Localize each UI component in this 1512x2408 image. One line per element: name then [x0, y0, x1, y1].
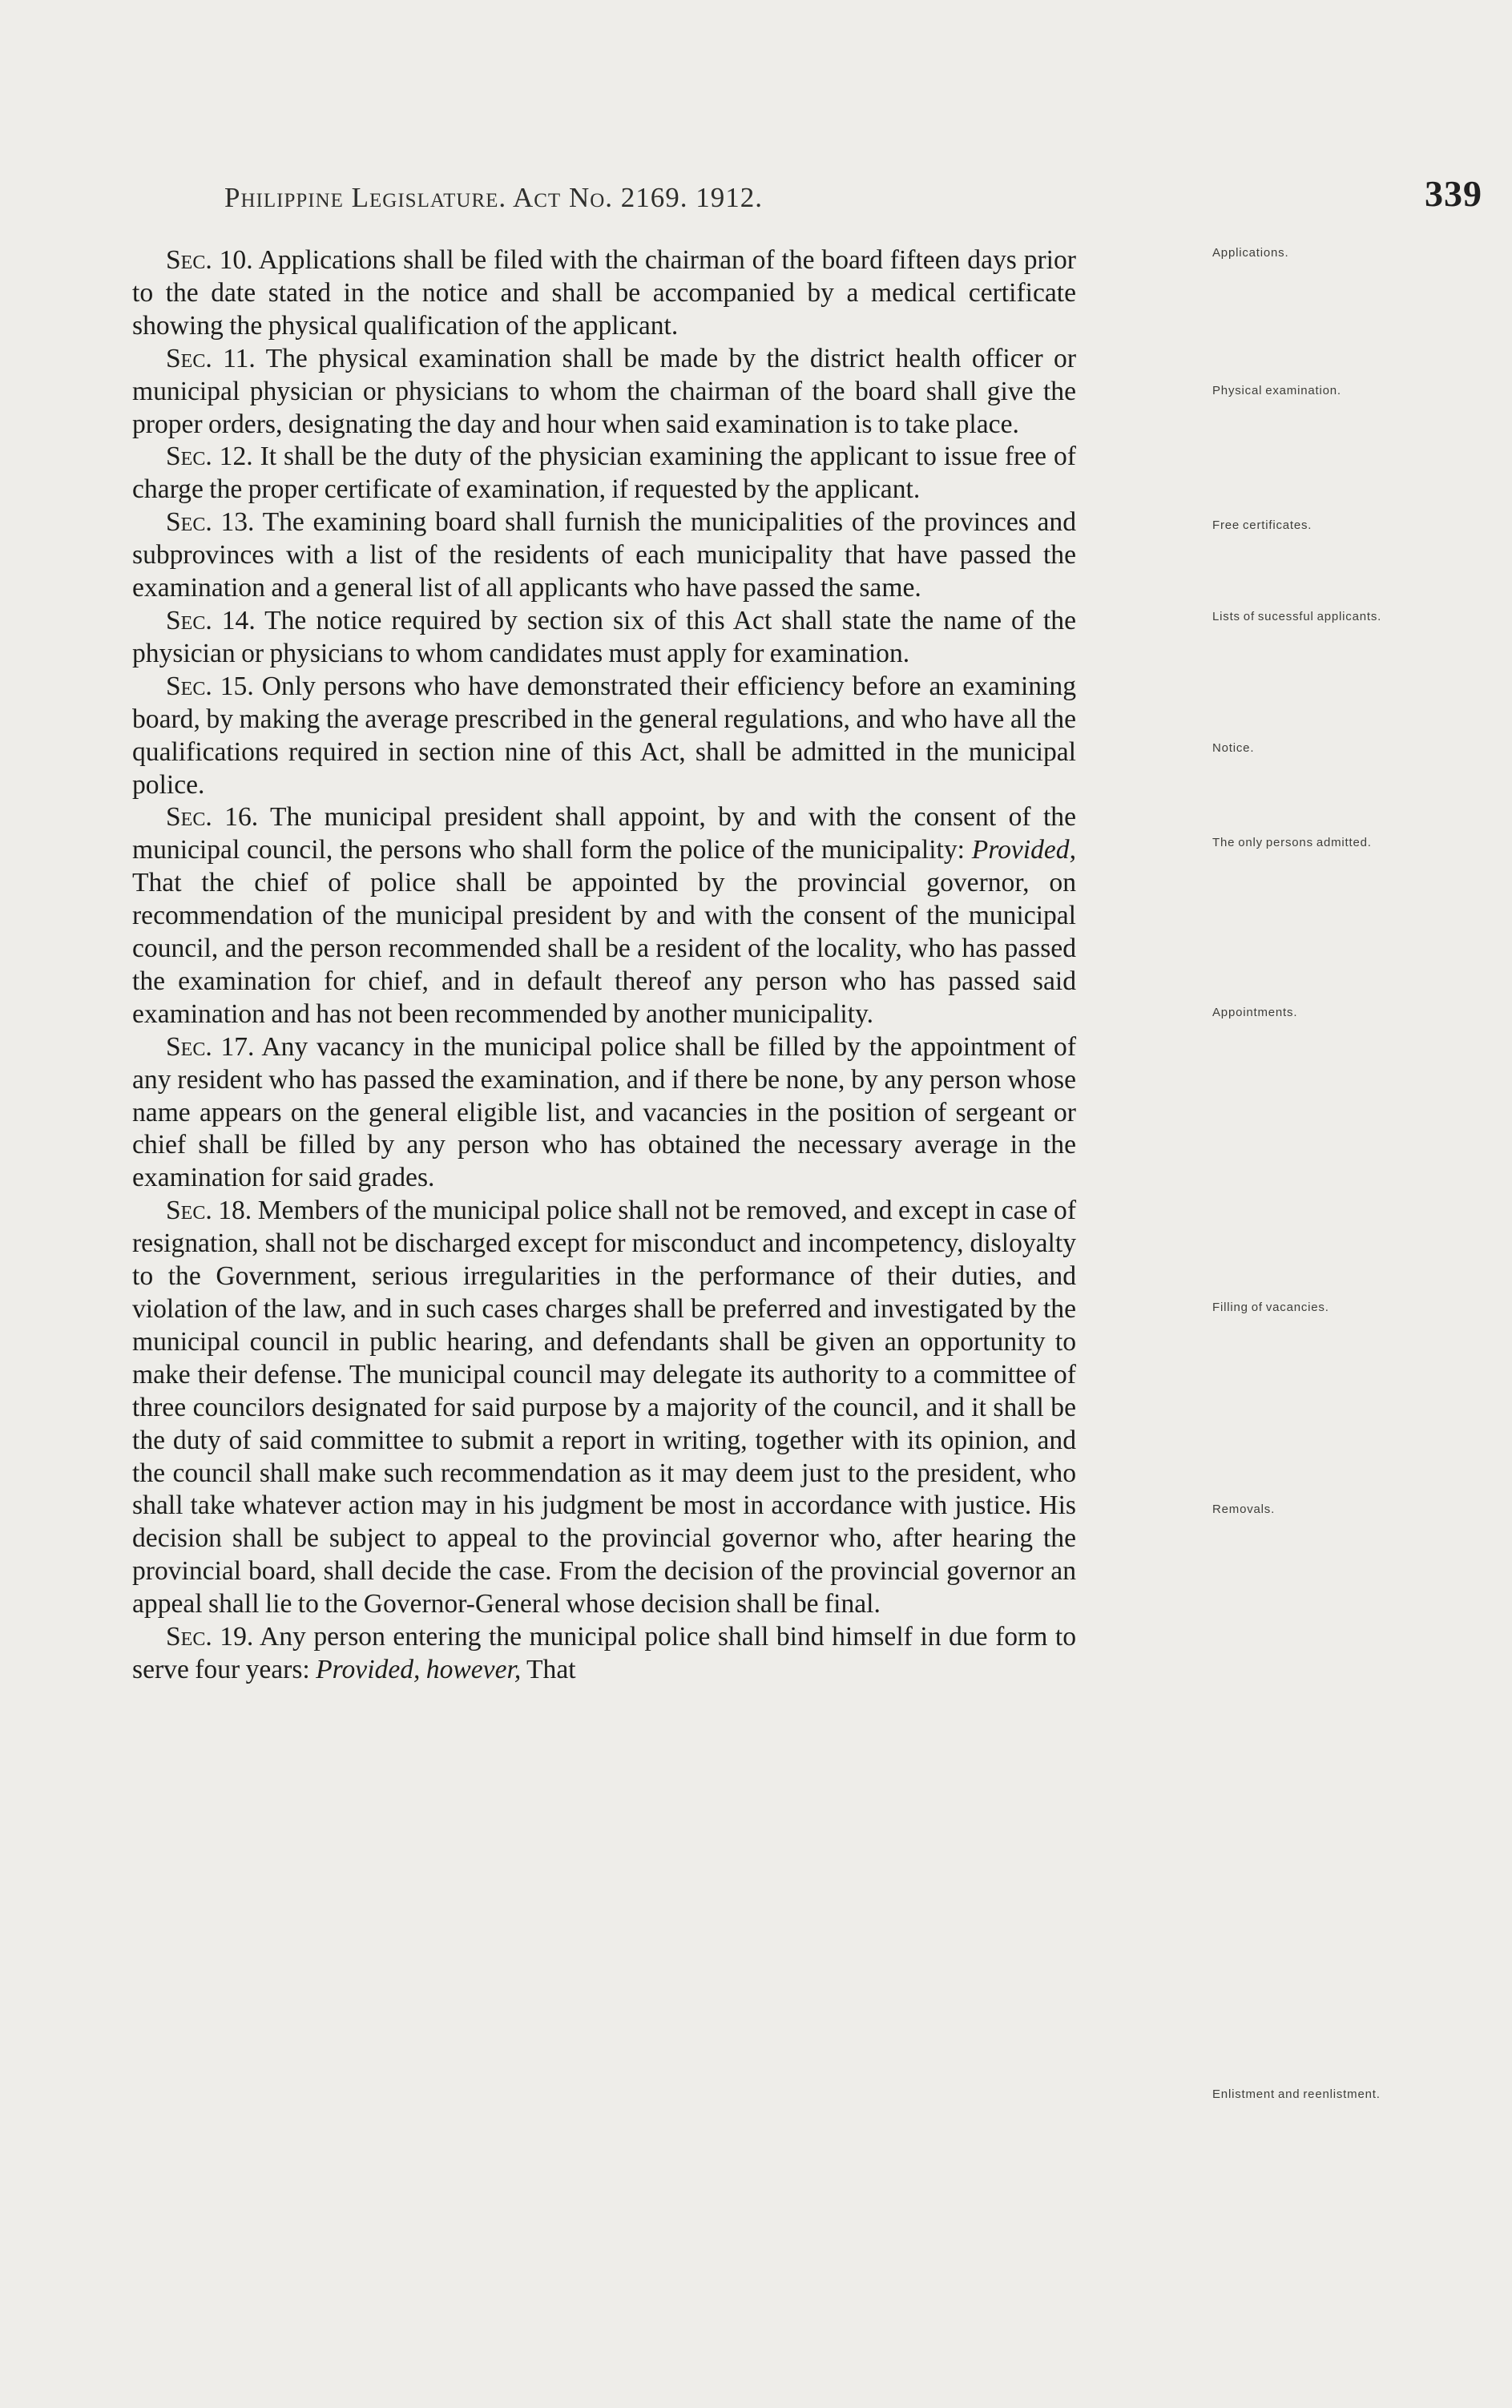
- margin-note: Free certificates.: [1212, 518, 1312, 532]
- margin-note: The only persons admitted.: [1212, 836, 1372, 849]
- section-11: [132, 343, 1076, 442]
- section-text: The examining board shall furnish the municipalities of the provinces and subprovinces with a list of the residents of each municipality that have passed the examination and a general list of all applicants who have passed the same.: [132, 507, 1076, 603]
- section-label: Sec. 11.: [166, 343, 256, 373]
- proviso-italic: Provided, however,: [316, 1654, 522, 1684]
- section-text: Only persons who have demonstrated their efficiency before an examining board, by making the average prescribed in the general regulations, and who have all the qualifications required in section nine of this Act, shall be admitted in the municipal police.: [132, 671, 1076, 800]
- section-label: Sec. 18.: [166, 1196, 252, 1226]
- section-10: [132, 244, 1076, 343]
- section-text: That: [526, 1654, 576, 1684]
- section-label: Sec. 17.: [166, 1031, 255, 1062]
- margin-note: Physical examination.: [1212, 384, 1341, 397]
- margin-note: Appointments.: [1212, 1006, 1298, 1019]
- section-label: Sec. 13.: [166, 507, 255, 538]
- section-16: [132, 801, 1076, 1031]
- page-number: 339: [1425, 173, 1482, 214]
- section-label: Sec. 19.: [166, 1622, 254, 1652]
- running-title: Philippine Legislature. Act No. 2169. 1912.: [224, 182, 764, 213]
- section-label: Sec. 14.: [166, 605, 256, 635]
- section-14: [132, 605, 1076, 671]
- section-18: [132, 1195, 1076, 1621]
- section-17: [132, 1031, 1076, 1196]
- proviso-italic: Provided,: [971, 835, 1076, 865]
- margin-note: Enlistment and reenlistment.: [1212, 2087, 1381, 2101]
- section-label: Sec. 16.: [166, 802, 259, 833]
- section-text: That the chief of police shall be appointed by the provincial governor, on recommendation of the municipal president by and with the consent of the municipal council, and the person recommended shall be a resident of the locality, who has passed the examination for chief, and in default thereof any person who has passed said examination and has not been recommended by another municipality.: [132, 868, 1076, 1029]
- section-13: [132, 506, 1076, 605]
- margin-note: Applications.: [1212, 246, 1289, 260]
- section-text: It shall be the duty of the physician examining the applicant to issue free of charge the proper certificate of examination, if requested by the applicant.: [132, 442, 1076, 505]
- margin-note: Filling of vacancies.: [1212, 1301, 1329, 1314]
- section-text: Any person entering the municipal police shall bind himself in due form to serve four years:: [132, 1622, 1077, 1684]
- section-15: [132, 671, 1076, 802]
- section-label: Sec. 15.: [166, 671, 254, 701]
- section-label: Sec. 12.: [166, 442, 253, 472]
- section-text: Any vacancy in the municipal police shall be filled by the appointment of any resident who has passed the examination, and if there be none, by any person whose name appears on the general eligible list, and vacancies in the position of sergeant or chief shall be filled by any person who has obtained the necessary average in the examination for said grades.: [132, 1031, 1077, 1193]
- body-text: [132, 244, 1382, 2101]
- section-12: [132, 441, 1076, 506]
- section-text: Members of the municipal police shall not be removed, and except in case of resignation, shall not be discharged except for misconduct and incompetency, disloyalty to the Government, serious irregularities in the performance of their duties, and violation of the law, and in such cases charges shall be preferred and investigated by the municipal council in public hearing, and defendants shall be given an opportunity to make their defense. The municipal council may delegate its authority to a committee of three councilors designated for said purpose by a majority of the council, and it shall be the duty of said committee to submit a report in writing, together with its opinion, and the council shall make such recommendation as it may deem just to the president, who shall take whatever action may in his judgment be most in accordance with justice. His decision shall be subject to appeal to the provincial governor who, after hearing the provincial board, shall decide the case. From the decision of the provincial governor an appeal shall lie to the Governor-General whose decision shall be final.: [132, 1196, 1076, 1619]
- section-19: [132, 1621, 1076, 1687]
- margin-note: Lists of sucessful applicants.: [1212, 610, 1382, 623]
- section-label: Sec. 10.: [166, 245, 253, 275]
- section-text: Applications shall be filed with the chairman of the board fifteen days prior to the date stated in the notice and shall be accompanied by a medical certificate showing the physical qualification of the applicant.: [132, 245, 1076, 341]
- section-text: The municipal president shall appoint, by and with the consent of the municipal council, the persons who shall form the police of the municipality:: [132, 802, 1076, 865]
- section-text: The physical examination shall be made by the district health officer or municipal physician or physicians to whom the chairman of the board shall give the proper orders, designating the day and hour when said examination is to take place.: [132, 343, 1076, 439]
- margin-note: Removals.: [1212, 1502, 1276, 1516]
- section-text: The notice required by section six of this Act shall state the name of the physician or physicians to whom candidates must apply for examination.: [132, 605, 1076, 668]
- margin-note: Notice.: [1212, 741, 1255, 755]
